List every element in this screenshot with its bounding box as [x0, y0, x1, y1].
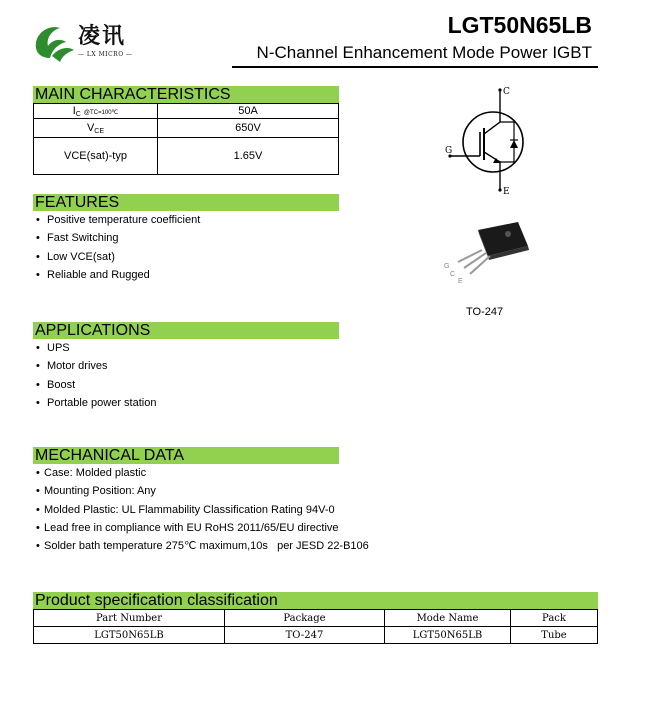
- list-item: • Positive temperature coefficient: [36, 214, 201, 226]
- mechanical-list: [36, 464, 369, 555]
- value-ic: 50A: [158, 104, 339, 119]
- table-row: [34, 138, 339, 175]
- value-vce: 650V: [158, 119, 339, 138]
- symbol-label-c: C: [503, 87, 510, 97]
- pkg-pin-g: G: [444, 263, 450, 270]
- table-header-row: [34, 610, 598, 627]
- list-item: • Case: Molded plastic: [36, 467, 147, 479]
- list-item: • Fast Switching: [36, 232, 119, 245]
- package-label: TO-247: [466, 306, 504, 318]
- features-list: [36, 211, 200, 284]
- table-row: [34, 119, 339, 138]
- list-item: • Boost: [36, 378, 76, 391]
- symbol-label-g: G: [445, 146, 453, 156]
- logo-subtext: — LX MICRO —: [78, 51, 133, 58]
- table-row: [34, 627, 598, 644]
- symbol-label-e: E: [503, 187, 510, 196]
- header-pack: Pack: [511, 610, 598, 627]
- param-vce: VCE: [34, 119, 158, 138]
- section-mechanical-data: MECHANICAL DATA: [33, 447, 339, 464]
- part-number-title: LGT50N65LB: [447, 12, 592, 38]
- list-item: • Mounting Position: Any: [36, 485, 156, 498]
- param-vcesat: VCE(sat)-typ: [34, 138, 158, 175]
- cell-mode-name: LGT50N65LB: [385, 627, 511, 644]
- list-item: • Reliable and Rugged: [36, 268, 150, 281]
- list-item: • Portable power station: [36, 396, 157, 409]
- igbt-symbol-icon: [440, 84, 540, 196]
- applications-list: [36, 339, 156, 412]
- value-vcesat: 1.65V: [158, 138, 339, 175]
- list-item: • Solder bath temperature 275℃ maximum,10s per JESD 22-B106: [36, 540, 369, 553]
- logo-chinese-text: 凌讯: [78, 23, 127, 49]
- pkg-pin-e: E: [458, 278, 463, 285]
- main-characteristics-table: [33, 103, 339, 175]
- pkg-pin-c: C: [450, 271, 456, 278]
- header-rule: [232, 66, 598, 68]
- list-item: • Low VCE(sat): [36, 250, 115, 263]
- to247-package-icon: [436, 220, 536, 290]
- cell-package: TO-247: [225, 627, 385, 644]
- header-part-number: Part Number: [34, 610, 225, 627]
- section-main-characteristics: MAIN CHARACTERISTICS: [33, 86, 339, 103]
- section-applications: APPLICATIONS: [33, 322, 339, 339]
- list-item: • Lead free in compliance with EU RoHS 2011/65/EU directive: [36, 521, 339, 534]
- section-product-spec: Product specification classification: [33, 592, 598, 609]
- list-item: • Molded Plastic: UL Flammability Classification Rating 94V-0: [36, 503, 335, 516]
- section-features: FEATURES: [33, 194, 339, 211]
- header-mode-name: Mode Name: [385, 610, 511, 627]
- device-subtitle: N-Channel Enhancement Mode Power IGBT: [256, 43, 592, 62]
- header-package: Package: [225, 610, 385, 627]
- cell-part-number: LGT50N65LB: [34, 627, 225, 644]
- product-spec-table: [33, 609, 598, 644]
- list-item: • UPS: [36, 342, 70, 354]
- cell-pack: Tube: [511, 627, 598, 644]
- table-row: [34, 104, 339, 119]
- list-item: • Motor drives: [36, 360, 108, 373]
- param-ic: IC @TC=100℃: [34, 104, 158, 119]
